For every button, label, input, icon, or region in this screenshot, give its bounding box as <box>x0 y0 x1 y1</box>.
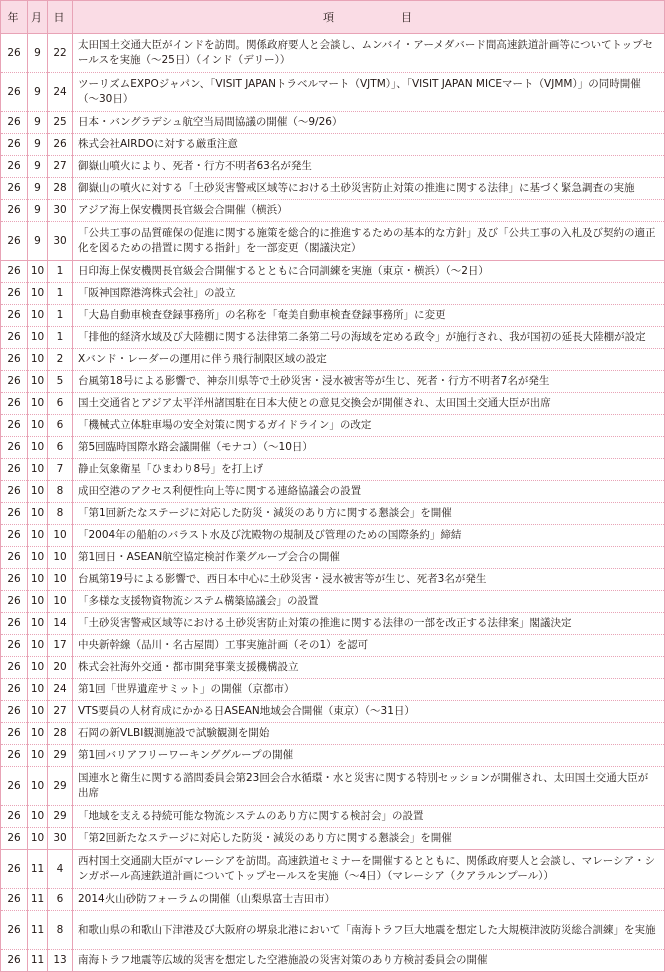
month-cell: 10 <box>28 261 48 283</box>
item-cell: 株式会社海外交通・都市開発事業支援機構設立 <box>73 657 665 679</box>
month-cell: 10 <box>28 569 48 591</box>
month-cell: 10 <box>28 657 48 679</box>
table-row <box>1 745 665 767</box>
day-cell: 24 <box>48 73 73 112</box>
table-row <box>1 200 665 222</box>
day-cell: 22 <box>48 34 73 73</box>
day-cell: 8 <box>48 503 73 525</box>
item-cell: 「阪神国際港湾株式会社」の設立 <box>73 283 665 305</box>
item-cell: アジア海上保安機関長官級会合開催（横浜） <box>73 200 665 222</box>
item-cell: 日印海上保安機関長官級会合開催するとともに合同訓練を実施（東京・横浜）（〜2日） <box>73 261 665 283</box>
month-cell: 9 <box>28 34 48 73</box>
year-cell: 26 <box>1 889 28 911</box>
header-year: 年 <box>1 1 28 34</box>
year-cell: 26 <box>1 283 28 305</box>
year-cell: 26 <box>1 950 28 972</box>
year-cell: 26 <box>1 222 28 261</box>
item-cell: 南海トラフ地震等広域的災害を想定した空港施設の災害対策のあり方検討委員会の開催 <box>73 950 665 972</box>
item-cell: 中央新幹線（品川・名古屋間）工事実施計画（その1）を認可 <box>73 635 665 657</box>
month-cell: 10 <box>28 613 48 635</box>
year-cell: 26 <box>1 156 28 178</box>
item-cell: 株式会社AIRDOに対する厳重注意 <box>73 134 665 156</box>
year-cell: 26 <box>1 178 28 200</box>
table-row <box>1 569 665 591</box>
year-cell: 26 <box>1 613 28 635</box>
table-row <box>1 950 665 972</box>
table-row <box>1 459 665 481</box>
item-cell: 国連水と衛生に関する諮問委員会第23回会合水循環・水と災害に関する特別セッションが開催され、太田国土交通大臣が出席 <box>73 767 665 806</box>
month-cell: 10 <box>28 767 48 806</box>
year-cell: 26 <box>1 723 28 745</box>
year-cell: 26 <box>1 349 28 371</box>
table-row <box>1 679 665 701</box>
table-row <box>1 437 665 459</box>
day-cell: 8 <box>48 911 73 950</box>
item-cell: 第1回日・ASEAN航空協定検討作業グループ会合の開催 <box>73 547 665 569</box>
item-cell: 国土交通省とアジア太平洋州諸国駐在日本大使との意見交換会が開催され、太田国土交通大臣が出席 <box>73 393 665 415</box>
month-cell: 10 <box>28 459 48 481</box>
year-cell: 26 <box>1 415 28 437</box>
item-cell: 「排他的経済水域及び大陸棚に関する法律第二条第二号の海域を定める政令」が施行され、我が国初の延長大陸棚が設定 <box>73 327 665 349</box>
day-cell: 28 <box>48 178 73 200</box>
item-cell: 成田空港のアクセス利便性向上等に関する連絡協議会の設置 <box>73 481 665 503</box>
year-cell: 26 <box>1 371 28 393</box>
month-cell: 10 <box>28 745 48 767</box>
day-cell: 6 <box>48 415 73 437</box>
month-cell: 10 <box>28 371 48 393</box>
month-cell: 10 <box>28 591 48 613</box>
item-cell: 和歌山県の和歌山下津港及び大阪府の堺泉北港において「南海トラフ巨大地震を想定した大規模津波防災総合訓練」を実施 <box>73 911 665 950</box>
day-cell: 28 <box>48 723 73 745</box>
year-cell: 26 <box>1 701 28 723</box>
day-cell: 1 <box>48 283 73 305</box>
table-row <box>1 222 665 261</box>
month-cell: 10 <box>28 679 48 701</box>
table-row <box>1 701 665 723</box>
month-cell: 11 <box>28 911 48 950</box>
month-cell: 10 <box>28 806 48 828</box>
table-body <box>1 34 665 972</box>
day-cell: 6 <box>48 393 73 415</box>
day-cell: 20 <box>48 657 73 679</box>
item-cell: 石岡の新VLBI観測施設で試験観測を開始 <box>73 723 665 745</box>
day-cell: 1 <box>48 261 73 283</box>
month-cell: 9 <box>28 222 48 261</box>
day-cell: 30 <box>48 200 73 222</box>
table-row <box>1 547 665 569</box>
month-cell: 10 <box>28 828 48 850</box>
table-row <box>1 911 665 950</box>
table-row <box>1 415 665 437</box>
item-cell: 「機械式立体駐車場の安全対策に関するガイドライン」の改定 <box>73 415 665 437</box>
header-item: 項 目 <box>73 1 665 34</box>
table-row <box>1 635 665 657</box>
table-row <box>1 393 665 415</box>
year-cell: 26 <box>1 657 28 679</box>
year-cell: 26 <box>1 911 28 950</box>
day-cell: 29 <box>48 806 73 828</box>
table-row <box>1 525 665 547</box>
table-row <box>1 261 665 283</box>
year-cell: 26 <box>1 806 28 828</box>
day-cell: 17 <box>48 635 73 657</box>
item-cell: 第5回臨時国際水路会議開催（モナコ）（〜10日） <box>73 437 665 459</box>
header-month: 月 <box>28 1 48 34</box>
table-row <box>1 850 665 889</box>
month-cell: 9 <box>28 134 48 156</box>
item-cell: 「多様な支援物資物流システム構築協議会」の設置 <box>73 591 665 613</box>
table-row <box>1 327 665 349</box>
day-cell: 10 <box>48 525 73 547</box>
day-cell: 1 <box>48 305 73 327</box>
item-cell: 第1回バリアフリーワーキンググループの開催 <box>73 745 665 767</box>
year-cell: 26 <box>1 393 28 415</box>
item-cell: 太田国土交通大臣がインドを訪問。関係政府要人と会談し、ムンバイ・アーメダバード間高速鉄道計画等についてトップセールスを実施（〜25日）（インド（デリー）） <box>73 34 665 73</box>
month-cell: 10 <box>28 393 48 415</box>
year-cell: 26 <box>1 200 28 222</box>
table-row <box>1 34 665 73</box>
month-cell: 10 <box>28 547 48 569</box>
year-cell: 26 <box>1 437 28 459</box>
year-cell: 26 <box>1 850 28 889</box>
month-cell: 10 <box>28 349 48 371</box>
table-row <box>1 481 665 503</box>
day-cell: 14 <box>48 613 73 635</box>
item-cell: 「2004年の船舶のバラスト水及び沈殿物の規制及び管理のための国際条約」締結 <box>73 525 665 547</box>
header-day: 日 <box>48 1 73 34</box>
day-cell: 24 <box>48 679 73 701</box>
month-cell: 10 <box>28 481 48 503</box>
year-cell: 26 <box>1 261 28 283</box>
item-cell: 「地域を支える持続可能な物流システムのあり方に関する検討会」の設置 <box>73 806 665 828</box>
month-cell: 9 <box>28 156 48 178</box>
table-row <box>1 156 665 178</box>
table-row <box>1 828 665 850</box>
table-row <box>1 305 665 327</box>
day-cell: 30 <box>48 222 73 261</box>
year-cell: 26 <box>1 305 28 327</box>
day-cell: 1 <box>48 327 73 349</box>
day-cell: 10 <box>48 569 73 591</box>
month-cell: 10 <box>28 305 48 327</box>
month-cell: 10 <box>28 283 48 305</box>
day-cell: 29 <box>48 767 73 806</box>
day-cell: 6 <box>48 889 73 911</box>
item-cell: 台風第19号による影響で、西日本中心に土砂災害・浸水被害等が生じ、死者3名が発生 <box>73 569 665 591</box>
day-cell: 13 <box>48 950 73 972</box>
day-cell: 30 <box>48 828 73 850</box>
day-cell: 29 <box>48 745 73 767</box>
day-cell: 4 <box>48 850 73 889</box>
item-cell: ツーリズムEXPOジャパン、「VISIT JAPANトラベルマート（VJTM）」、「VISIT JAPAN MICEマート（VJMM）」の同時開催（〜30日） <box>73 73 665 112</box>
day-cell: 27 <box>48 701 73 723</box>
year-cell: 26 <box>1 679 28 701</box>
day-cell: 7 <box>48 459 73 481</box>
day-cell: 2 <box>48 349 73 371</box>
item-cell: 2014火山砂防フォーラムの開催（山梨県富士吉田市） <box>73 889 665 911</box>
item-cell: 「第1回新たなステージに対応した防災・減災のあり方に関する懇談会」を開催 <box>73 503 665 525</box>
item-cell: 第1回「世界遺産サミット」の開催（京都市） <box>73 679 665 701</box>
item-cell: 静止気象衛星「ひまわり8号」を打上げ <box>73 459 665 481</box>
day-cell: 6 <box>48 437 73 459</box>
table-row <box>1 889 665 911</box>
year-cell: 26 <box>1 569 28 591</box>
table-row <box>1 134 665 156</box>
month-cell: 11 <box>28 889 48 911</box>
year-cell: 26 <box>1 745 28 767</box>
month-cell: 9 <box>28 73 48 112</box>
year-cell: 26 <box>1 481 28 503</box>
header-row <box>1 1 665 34</box>
table-row <box>1 657 665 679</box>
table-row <box>1 178 665 200</box>
table-header <box>1 1 665 34</box>
table-row <box>1 591 665 613</box>
year-cell: 26 <box>1 73 28 112</box>
year-cell: 26 <box>1 112 28 134</box>
item-cell: 御嶽山噴火により、死者・行方不明者63名が発生 <box>73 156 665 178</box>
year-cell: 26 <box>1 591 28 613</box>
year-cell: 26 <box>1 459 28 481</box>
item-cell: VTS要員の人材育成にかかる日ASEAN地域会合開催（東京）（〜31日） <box>73 701 665 723</box>
month-cell: 11 <box>28 850 48 889</box>
table-row <box>1 503 665 525</box>
item-cell: 「公共工事の品質確保の促進に関する施策を総合的に推進するための基本的な方針」及び「公共工事の入札及び契約の適正化を図るための措置に関する指針」を一部変更（閣議決定） <box>73 222 665 261</box>
month-cell: 10 <box>28 701 48 723</box>
month-cell: 10 <box>28 525 48 547</box>
month-cell: 10 <box>28 327 48 349</box>
year-cell: 26 <box>1 547 28 569</box>
item-cell: 御嶽山の噴火に対する「土砂災害警戒区域等における土砂災害防止対策の推進に関する法律」に基づく緊急調査の実施 <box>73 178 665 200</box>
year-cell: 26 <box>1 635 28 657</box>
month-cell: 11 <box>28 950 48 972</box>
day-cell: 25 <box>48 112 73 134</box>
table-row <box>1 73 665 112</box>
day-cell: 26 <box>48 134 73 156</box>
year-cell: 26 <box>1 134 28 156</box>
month-cell: 10 <box>28 415 48 437</box>
table-row <box>1 349 665 371</box>
table-row <box>1 283 665 305</box>
table-row <box>1 723 665 745</box>
year-cell: 26 <box>1 327 28 349</box>
item-cell: 「大島自動車検査登録事務所」の名称を「奄美自動車検査登録事務所」に変更 <box>73 305 665 327</box>
month-cell: 9 <box>28 112 48 134</box>
day-cell: 8 <box>48 481 73 503</box>
day-cell: 5 <box>48 371 73 393</box>
year-cell: 26 <box>1 767 28 806</box>
item-cell: Xバンド・レーダーの運用に伴う飛行制限区域の設定 <box>73 349 665 371</box>
month-cell: 10 <box>28 437 48 459</box>
table-row <box>1 767 665 806</box>
table-row <box>1 112 665 134</box>
month-cell: 10 <box>28 635 48 657</box>
year-cell: 26 <box>1 828 28 850</box>
table-row <box>1 371 665 393</box>
day-cell: 10 <box>48 547 73 569</box>
day-cell: 10 <box>48 591 73 613</box>
item-cell: 「土砂災害警戒区域等における土砂災害防止対策の推進に関する法律の一部を改正する法律案」閣議決定 <box>73 613 665 635</box>
table-row <box>1 613 665 635</box>
month-cell: 10 <box>28 723 48 745</box>
year-cell: 26 <box>1 34 28 73</box>
month-cell: 9 <box>28 178 48 200</box>
table-row <box>1 806 665 828</box>
item-cell: 「第2回新たなステージに対応した防災・減災のあり方に関する懇談会」を開催 <box>73 828 665 850</box>
month-cell: 9 <box>28 200 48 222</box>
item-cell: 日本・バングラデシュ航空当局間協議の開催（〜9/26） <box>73 112 665 134</box>
year-cell: 26 <box>1 525 28 547</box>
month-cell: 10 <box>28 503 48 525</box>
item-cell: 台風第18号による影響で、神奈川県等で土砂災害・浸水被害等が生じ、死者・行方不明者7名が発生 <box>73 371 665 393</box>
item-cell: 西村国土交通副大臣がマレーシアを訪問。高速鉄道セミナーを開催するとともに、関係政府要人と会談し、マレーシア・シンガポール高速鉄道計画についてトップセールスを実施（〜4日）（マレーシア（クアラルンプール）） <box>73 850 665 889</box>
day-cell: 27 <box>48 156 73 178</box>
year-cell: 26 <box>1 503 28 525</box>
